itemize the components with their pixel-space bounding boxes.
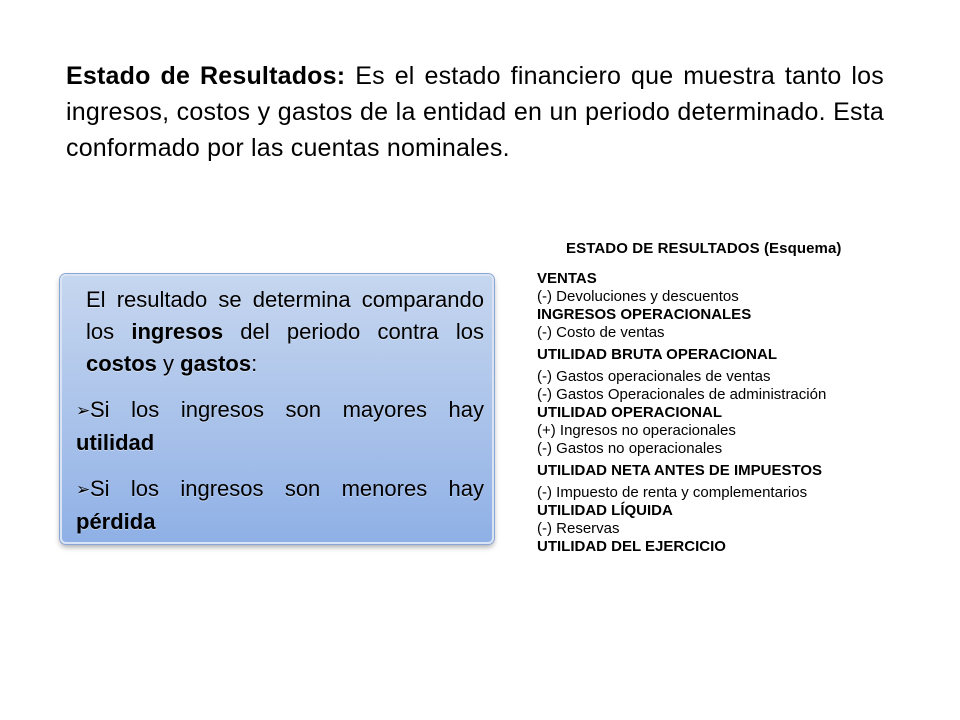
bullet-text: Si los ingresos son menores hay (90, 476, 484, 501)
scheme-row: UTILIDAD NETA ANTES DE IMPUESTOS (537, 462, 823, 479)
callout-bullet-perdida (76, 473, 484, 538)
callout-word-gastos: gastos (180, 351, 252, 376)
scheme-title: ESTADO DE RESULTADOS (Esquema) (566, 240, 842, 257)
scheme-row: (+) Ingresos no operacionales (537, 422, 736, 439)
scheme-row: UTILIDAD OPERACIONAL (537, 404, 722, 421)
scheme-row: (-) Costo de ventas (537, 324, 665, 341)
scheme-row: (-) Devoluciones y descuentos (537, 288, 739, 305)
callout-lead-text: El resultado se determina comparando los (86, 287, 484, 344)
intro-term: Estado de Resultados: (66, 62, 346, 90)
scheme-row: UTILIDAD DEL EJERCICIO (537, 538, 726, 555)
callout-lead-text: y (156, 351, 181, 376)
bullet-text: Si los ingresos son mayores hay (90, 397, 484, 422)
scheme-row: UTILIDAD BRUTA OPERACIONAL (537, 346, 777, 363)
scheme-row: INGRESOS OPERACIONALES (537, 306, 752, 323)
intro-definition: Es el estado financiero que muestra tanto los ingresos, costos y gastos de la entidad en un periodo determinado. Esta conformado por las cuentas nominales. (66, 62, 884, 162)
arrow-bullet-icon: ➢ (76, 480, 91, 499)
callout-lead-text: del periodo contra los (223, 319, 484, 344)
scheme-row: UTILIDAD LÍQUIDA (537, 502, 673, 519)
callout-word-costos: costos (86, 351, 157, 376)
callout-word-ingresos: ingresos (131, 319, 224, 344)
bullet-bold-word: pérdida (76, 509, 156, 534)
callout-lead (76, 284, 484, 380)
scheme-row: (-) Gastos no operacionales (537, 440, 723, 457)
intro-paragraph (66, 58, 884, 166)
bullet-bold-word: utilidad (76, 430, 155, 455)
callout-bullet-utilidad (76, 394, 484, 459)
scheme-row: (-) Gastos Operacionales de administración (537, 386, 827, 403)
arrow-bullet-icon: ➢ (76, 401, 91, 420)
scheme-row: (-) Impuesto de renta y complementarios (537, 484, 808, 501)
scheme-row: (-) Reservas (537, 520, 620, 537)
scheme-row: (-) Gastos operacionales de ventas (537, 368, 771, 385)
callout-lead-text: : (251, 351, 258, 376)
result-callout-box (60, 274, 494, 544)
scheme-row: VENTAS (537, 270, 597, 287)
scheme-list (537, 270, 937, 556)
